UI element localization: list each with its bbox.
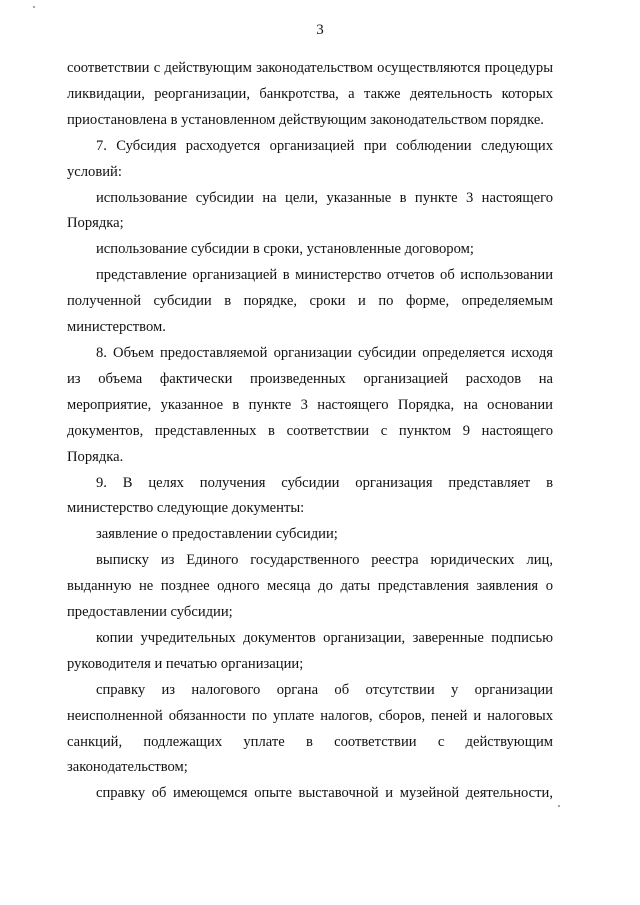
scan-speck	[558, 805, 560, 807]
paragraph-condition-deadlines: использование субсидии в сроки, установленные договором;	[96, 241, 474, 258]
page-number: 3	[316, 22, 324, 38]
paragraph-doc-founding-copies: копии учредительных документов организации, заверенные подписью руководителя и печатью организации;	[67, 629, 553, 672]
paragraph-condition-reports: представление организацией в министерство отчетов об использовании полученной субсидии в порядке, сроки и по форме, определяемым министерством.	[67, 267, 553, 336]
paragraph-liquidation-clause: соответствии с действующим законодательством осуществляются процедуры ликвидации, реорганизации, банкротства, а также деятельность которых приостановлена в установленном действующим законодательством порядке.	[67, 60, 553, 128]
paragraph-item-7: 7. Субсидия расходуется организацией при соблюдении следующих условий:	[67, 137, 553, 180]
scan-speck	[33, 6, 35, 8]
paragraph-doc-registry-extract: выписку из Единого государственного реестра юридических лиц, выданную не позднее одного месяца до даты представления заявления о предоставлении субсидии;	[67, 552, 553, 621]
paragraph-doc-application: заявление о предоставлении субсидии;	[96, 526, 338, 543]
document-body	[67, 56, 553, 807]
paragraph-doc-tax-certificate: справку из налогового органа об отсутствии у организации неисполненной обязанности по уплате налогов, сборов, пеней и налоговых санкций, подлежащих уплате в соответствии с действующим законодательством;	[67, 681, 553, 776]
paragraph-doc-experience-certificate: справку об имеющемся опыте выставочной и музейной деятельности,	[96, 785, 553, 802]
paragraph-item-8: 8. Объем предоставляемой организации субсидии определяется исходя из объема фактически произведенных организацией расходов на мероприятие, указанное в пункте 3 настоящего Порядка, на основании документов, представленных в соответствии с пунктом 9 настоящего Порядка.	[67, 344, 553, 465]
paragraph-condition-purpose: использование субсидии на цели, указанные в пункте 3 настоящего Порядка;	[67, 189, 553, 232]
paragraph-item-9: 9. В целях получения субсидии организация представляет в министерство следующие документы:	[67, 474, 553, 517]
